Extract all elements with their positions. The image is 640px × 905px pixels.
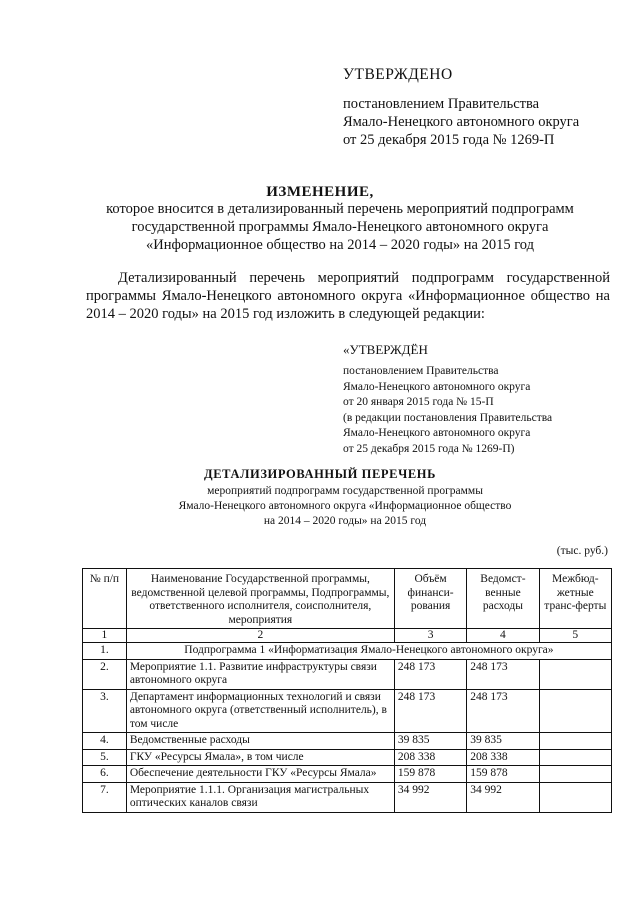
row-num: 3. [83,689,127,733]
approval-block [343,95,579,149]
header-num: № п/п [83,569,127,629]
row-num: 4. [83,733,127,750]
approval2-block [343,364,552,457]
change-line: которое вносится в детализированный перечень мероприятий подпрограмм [106,201,574,217]
row-transfer [539,659,611,689]
approval-line: от 25 декабря 2015 года № 1269-П [343,132,555,148]
paragraph-line-2: программы Ямало-Ненецкого автономного округа «Информационное общество на [86,288,610,304]
approval-line: постановлением Правительства [343,96,540,112]
approval2-line: (в редакции постановления Правительства [343,411,553,424]
row-dept: 248 173 [467,689,539,733]
program-row [83,643,612,660]
row-name: ГКУ «Ресурсы Ямала», в том числе [126,749,394,766]
row-dept: 248 173 [467,659,539,689]
row-num: 5. [83,749,127,766]
row-volume: 248 173 [394,659,466,689]
row-transfer [539,733,611,750]
row-transfer [539,689,611,733]
table-row [83,749,612,766]
paragraph-line-3: 2014 – 2020 годы» на 2015 год изложить в следующей редакции: [86,306,485,322]
column-number: 4 [467,629,539,643]
column-number-row [83,629,612,643]
header-transfer: Межбюд-жетные транс-ферты [539,569,611,629]
change-subtitle [60,200,620,254]
row-name: Мероприятие 1.1. Развитие инфраструктуры связи автономного округа [126,659,394,689]
row-num: 6. [83,766,127,783]
column-number: 5 [539,629,611,643]
table-header-row [83,569,612,629]
row-volume: 248 173 [394,689,466,733]
list-title: ДЕТАЛИЗИРОВАННЫЙ ПЕРЕЧЕНЬ [204,467,436,481]
table-row [83,766,612,783]
row-volume: 39 835 [394,733,466,750]
approval-line: Ямало-Ненецкого автономного округа [343,114,580,130]
row-dept: 39 835 [467,733,539,750]
row-num: 1. [83,643,127,660]
unit-label: (тыс. руб.) [556,545,608,557]
row-dept: 34 992 [467,782,539,812]
header-name: Наименование Государственной программы, ведомственной целевой программы, Подпрограммы, ответственного исполнителя, соисполнителя, мероприятия [126,569,394,629]
program-title: Подпрограмма 1 «Информатизация Ямало-Ненецкого автономного округа» [126,643,611,660]
column-number: 1 [83,629,127,643]
row-num: 7. [83,782,127,812]
row-name: Обеспечение деятельности ГКУ «Ресурсы Ямала» [126,766,394,783]
row-dept: 159 878 [467,766,539,783]
table-row [83,782,612,812]
row-name: Мероприятие 1.1.1. Организация магистральных оптических каналов связи [126,782,394,812]
list-subtitle [130,484,560,529]
row-transfer [539,749,611,766]
row-name: Ведомственные расходы [126,733,394,750]
change-line: «Информационное общество на 2014 – 2020 годы» на 2015 год [145,237,535,253]
list-line: Ямало-Ненецкого автономного округа «Информационное общество [178,500,512,512]
row-volume: 34 992 [394,782,466,812]
row-transfer [539,782,611,812]
table-row [83,733,612,750]
header-dept: Ведомст-венные расходы [467,569,539,629]
list-line: мероприятий подпрограмм государственной программы [207,485,483,497]
change-title: ИЗМЕНЕНИЕ, [266,184,374,200]
row-name: Департамент информационных технологий и связи автономного округа (ответственный исполнитель), в том числе [126,689,394,733]
header-volume: Объём финанси-рования [394,569,466,629]
list-line: на 2014 – 2020 годы» на 2015 год [263,515,427,527]
column-number: 2 [126,629,394,643]
approval-title: УТВЕРЖДЕНО [343,66,453,83]
row-volume: 159 878 [394,766,466,783]
approval2-line: Ямало-Ненецкого автономного округа [343,427,531,439]
approval2-line: от 20 января 2015 года № 15-П [343,396,494,408]
table-row [83,659,612,689]
row-dept: 208 338 [467,749,539,766]
table-row [83,689,612,733]
row-volume: 208 338 [394,749,466,766]
approval2-title: «УТВЕРЖДЁН [343,342,428,357]
row-transfer [539,766,611,783]
change-line: государственной программы Ямало-Ненецкого автономного округа [131,219,549,235]
paragraph-line-1: Детализированный перечень мероприятий подпрограмм государственной [118,270,610,286]
approval2-line: Ямало-Ненецкого автономного округа [343,380,531,393]
approval2-line: от 25 декабря 2015 года № 1269-П) [343,442,515,455]
column-number: 3 [394,629,466,643]
measures-table [82,568,612,813]
row-num: 2. [83,659,127,689]
approval2-line: постановлением Правительства [343,365,499,377]
